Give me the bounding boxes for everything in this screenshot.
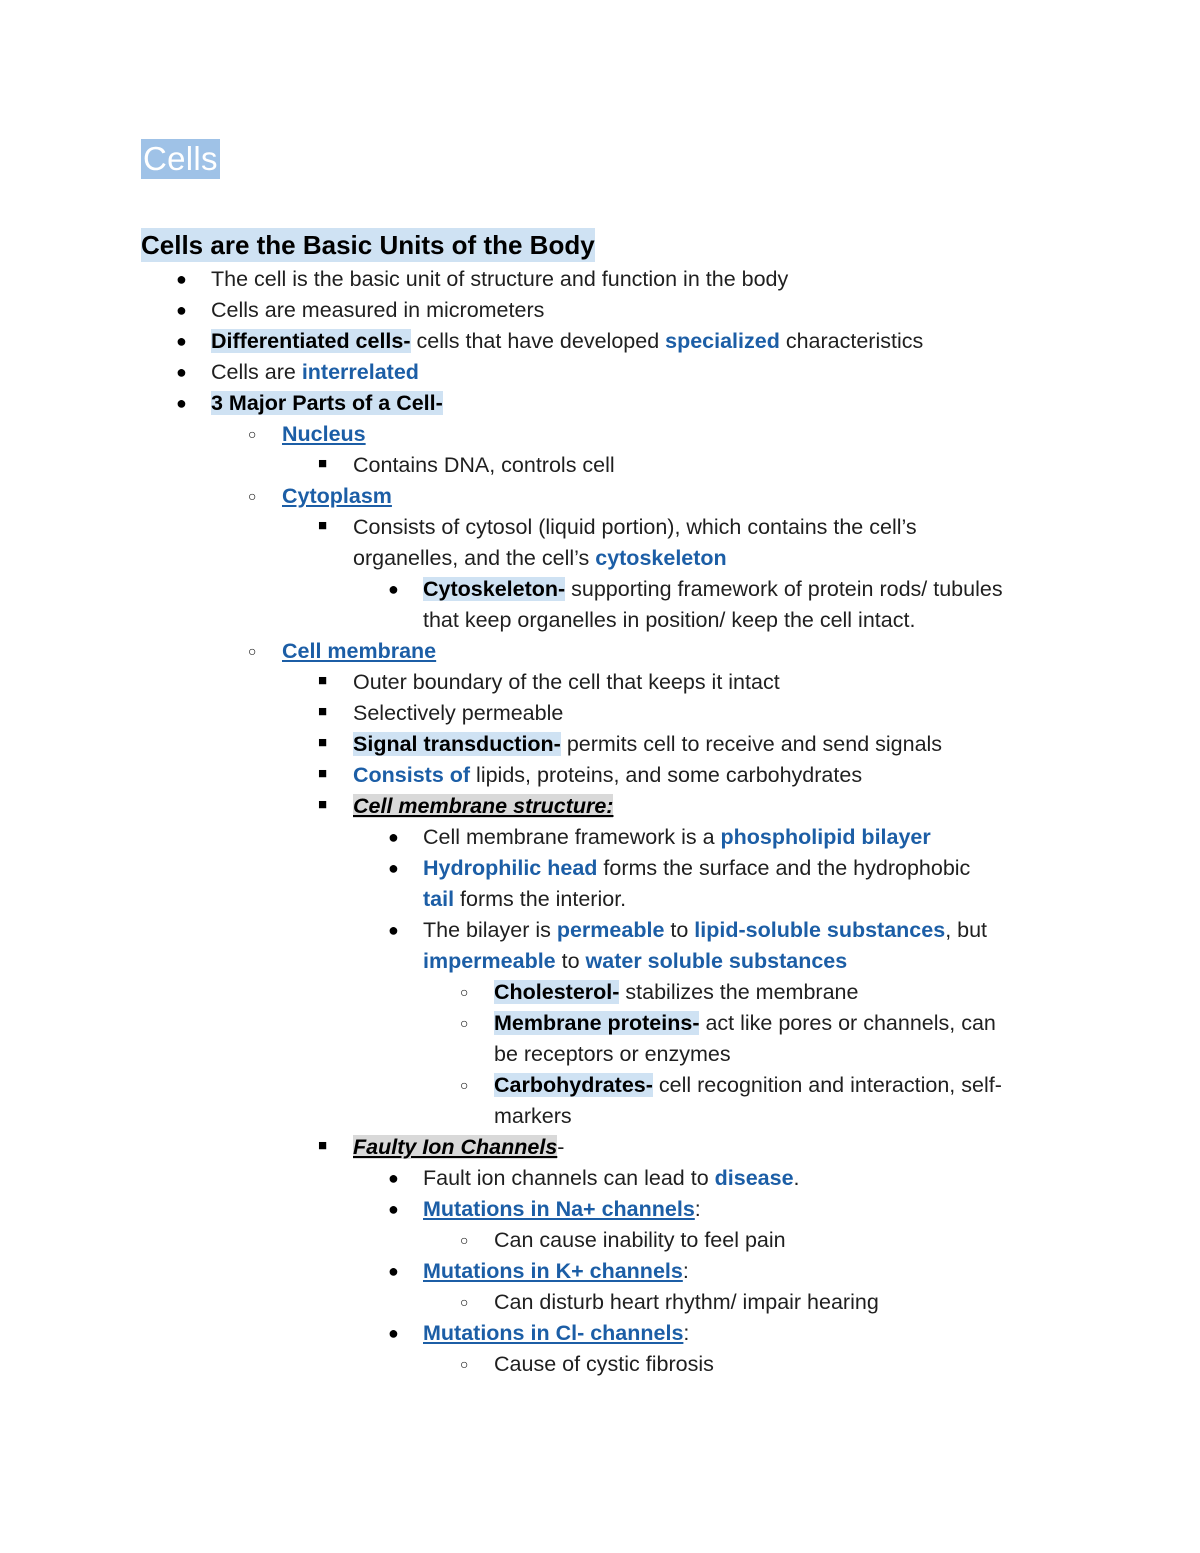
square-bullet-icon: ■ <box>318 455 328 472</box>
list-item: Cells are measured in micrometers <box>211 298 545 322</box>
disc-bullet-icon: ● <box>176 362 187 382</box>
circle-bullet-icon: ○ <box>248 426 257 442</box>
square-bullet-icon: ■ <box>318 765 328 782</box>
list-item-continuation: be receptors or enzymes <box>494 1042 731 1066</box>
circle-bullet-icon: ○ <box>460 1077 469 1093</box>
list-item-continuation: markers <box>494 1104 572 1128</box>
section-heading: Cells are the Basic Units of the Body <box>141 230 595 260</box>
disc-bullet-icon: ● <box>388 579 399 599</box>
circle-bullet-icon: ○ <box>248 643 257 659</box>
disc-bullet-icon: ● <box>388 1323 399 1343</box>
disc-bullet-icon: ● <box>388 1199 399 1219</box>
cl-channels-link[interactable]: Mutations in Cl- channels <box>423 1321 684 1345</box>
key-term: Carbohydrates- <box>494 1073 653 1097</box>
subheading-label: Faulty Ion Channels <box>353 1135 558 1159</box>
list-item: Mutations in Cl- channels: <box>423 1321 690 1345</box>
disc-bullet-icon: ● <box>176 300 187 320</box>
list-item: Outer boundary of the cell that keeps it intact <box>353 670 780 694</box>
square-bullet-icon: ■ <box>318 517 328 534</box>
key-term: Cholesterol- <box>494 980 620 1004</box>
disc-bullet-icon: ● <box>388 920 399 940</box>
list-item: Hydrophilic head forms the surface and the hydrophobic <box>423 856 971 880</box>
list-item: Cell membrane framework is a phospholipid bilayer <box>423 825 931 849</box>
subheading-label: Cell membrane structure: <box>353 794 614 818</box>
square-bullet-icon: ■ <box>318 672 328 689</box>
disc-bullet-icon: ● <box>176 393 187 413</box>
cell-membrane-link[interactable]: Cell membrane <box>282 639 437 663</box>
disc-bullet-icon: ● <box>388 1168 399 1188</box>
disc-bullet-icon: ● <box>388 858 399 878</box>
list-item-continuation: impermeable to water soluble substances <box>423 949 848 973</box>
key-term: Membrane proteins- <box>494 1011 700 1035</box>
list-item <box>282 419 366 450</box>
k-channels-link[interactable]: Mutations in K+ channels <box>423 1259 683 1283</box>
circle-bullet-icon: ○ <box>460 1232 469 1248</box>
circle-bullet-icon: ○ <box>460 1015 469 1031</box>
list-item: The cell is the basic unit of structure and function in the body <box>211 267 789 291</box>
circle-bullet-icon: ○ <box>460 1294 469 1310</box>
key-term: Differentiated cells- <box>211 329 411 353</box>
na-channels-link[interactable]: Mutations in Na+ channels <box>423 1197 695 1221</box>
key-term: Cytoskeleton- <box>423 577 566 601</box>
key-term: 3 Major Parts of a Cell- <box>211 391 443 415</box>
list-item <box>282 481 392 512</box>
disc-bullet-icon: ● <box>388 827 399 847</box>
key-term: Signal transduction- <box>353 732 561 756</box>
list-item-continuation: tail forms the interior. <box>423 887 627 911</box>
list-item: Differentiated cells- cells that have developed specialized characteristics <box>211 329 924 353</box>
square-bullet-icon: ■ <box>318 1137 328 1154</box>
list-item-continuation: that keep organelles in position/ keep the cell intact. <box>423 608 916 632</box>
circle-bullet-icon: ○ <box>460 1356 469 1372</box>
list-item: Consists of cytosol (liquid portion), which contains the cell’s <box>353 515 917 539</box>
list-item: Cytoskeleton- supporting framework of protein rods/ tubules <box>423 577 1003 601</box>
list-item: Selectively permeable <box>353 701 564 725</box>
list-item: Consists of lipids, proteins, and some carbohydrates <box>353 763 863 787</box>
list-item: Faulty Ion Channels- <box>353 1135 565 1159</box>
disc-bullet-icon: ● <box>176 269 187 289</box>
list-item: Membrane proteins- act like pores or channels, can <box>494 1011 996 1035</box>
list-item: Cause of cystic fibrosis <box>494 1352 714 1376</box>
list-item: Mutations in Na+ channels: <box>423 1197 701 1221</box>
square-bullet-icon: ■ <box>318 796 328 813</box>
list-item: Fault ion channels can lead to disease. <box>423 1166 800 1190</box>
list-item <box>353 791 613 822</box>
circle-bullet-icon: ○ <box>460 984 469 1000</box>
square-bullet-icon: ■ <box>318 734 328 751</box>
disc-bullet-icon: ● <box>176 331 187 351</box>
list-item: Mutations in K+ channels: <box>423 1259 689 1283</box>
circle-bullet-icon: ○ <box>248 488 257 504</box>
list-item: Carbohydrates- cell recognition and interaction, self- <box>494 1073 1002 1097</box>
disc-bullet-icon: ● <box>388 1261 399 1281</box>
list-item: Contains DNA, controls cell <box>353 453 615 477</box>
list-item <box>282 636 436 667</box>
list-item: Can cause inability to feel pain <box>494 1228 786 1252</box>
square-bullet-icon: ■ <box>318 703 328 720</box>
list-item: Cholesterol- stabilizes the membrane <box>494 980 859 1004</box>
list-item-continuation: organelles, and the cell’s cytoskeleton <box>353 546 727 570</box>
list-item: Cells are interrelated <box>211 360 419 384</box>
list-item: The bilayer is permeable to lipid-soluble substances, but <box>423 918 988 942</box>
cytoplasm-link[interactable]: Cytoplasm <box>282 484 392 508</box>
list-item: Can disturb heart rhythm/ impair hearing <box>494 1290 879 1314</box>
list-item <box>211 388 443 419</box>
list-item: Signal transduction- permits cell to receive and send signals <box>353 732 943 756</box>
page-title: Cells <box>143 140 218 177</box>
nucleus-link[interactable]: Nucleus <box>282 422 366 446</box>
